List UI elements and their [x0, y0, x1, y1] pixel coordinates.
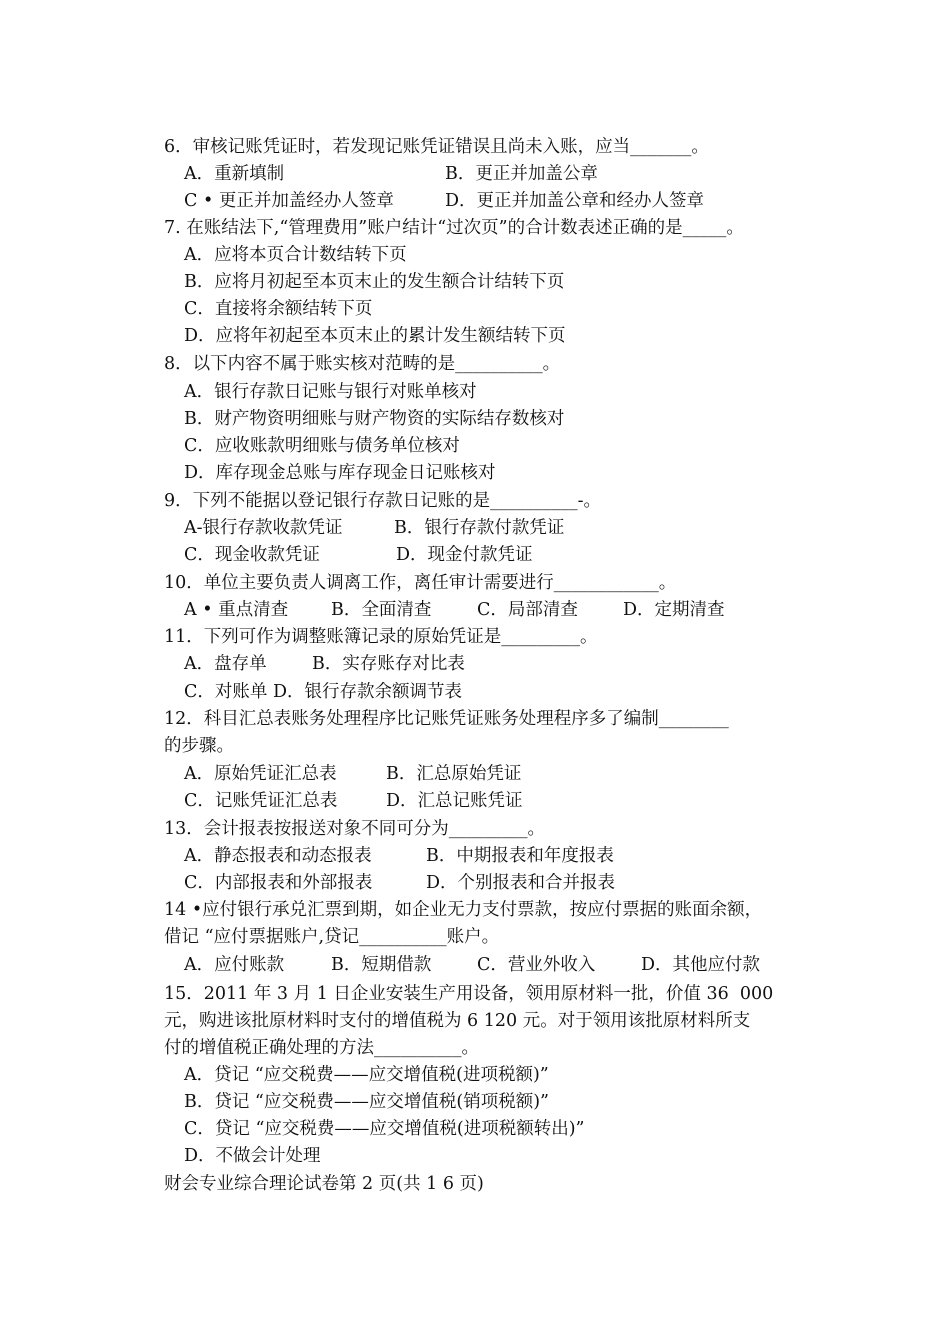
- question-15-stem-line-2: 元，购进该批原材料时支付的增值税为 6 120 元。对于领用该批原材料所支: [164, 1011, 751, 1031]
- question-13-option-a: A．静态报表和动态报表: [184, 846, 372, 866]
- question-13-stem: 13．会计报表按报送对象不同可分为_________。: [164, 819, 546, 839]
- question-9-option-a: A-银行存款收款凭证: [184, 518, 343, 538]
- question-8-option-c: C．应收账款明细账与债务单位核对: [184, 436, 460, 456]
- question-8-option-a: A．银行存款日记账与银行对账单核对: [184, 382, 477, 402]
- question-12-option-b: B．汇总原始凭证: [386, 764, 522, 784]
- question-7-option-d: D．应将年初起至本页末止的累计发生额结转下页: [184, 326, 566, 346]
- question-10-option-c: C．局部清查: [477, 600, 578, 620]
- question-7-option-c: C．直接将余额结转下页: [184, 299, 373, 319]
- question-6-stem: 6．审核记账凭证时，若发现记账凭证错误且尚未入账，应当_______。: [164, 137, 709, 157]
- question-11-option-a: A．盘存单: [184, 654, 267, 674]
- question-9-option-d: D．现金付款凭证: [396, 545, 533, 565]
- question-6-option-c: C • 更正并加盖经办人签章: [184, 191, 394, 211]
- question-15-stem-line-3: 付的增值税正确处理的方法__________。: [164, 1038, 479, 1058]
- question-15-option-c: C．贷记 “应交税费——应交增值税(进项税额转出)”: [184, 1119, 585, 1139]
- question-6-option-a: A．重新填制: [184, 164, 285, 184]
- question-15-option-d: D．不做会计处理: [184, 1146, 321, 1166]
- question-9-option-b: B．银行存款付款凭证: [394, 518, 565, 538]
- question-7-stem: 7. 在账结法下,“管理费用”账户结计“过次页”的合计数表述正确的是_____。: [164, 218, 744, 238]
- question-8-stem: 8．以下内容不属于账实核对范畴的是__________。: [164, 354, 561, 374]
- question-6-option-b: B．更正并加盖公章: [445, 164, 598, 184]
- question-11-option-cd: C．对账单 D．银行存款余额调节表: [184, 682, 462, 702]
- question-14-option-a: A．应付账款: [184, 955, 285, 975]
- question-12-stem-line-2: 的步骤。: [164, 736, 234, 756]
- question-12-stem-line-1: 12．科目汇总表账务处理程序比记账凭证账务处理程序多了编制________: [164, 709, 729, 729]
- question-14-option-d: D．其他应付款: [641, 955, 761, 975]
- question-10-option-d: D．定期清查: [623, 600, 725, 620]
- question-14-option-b: B．短期借款: [331, 955, 432, 975]
- question-6-option-d: D．更正并加盖公章和经办人签章: [445, 191, 705, 211]
- question-8-option-b: B．财产物资明细账与财产物资的实际结存数核对: [184, 409, 565, 429]
- question-14-stem-line-2: 借记 “应付票据账户,贷记__________账户。: [164, 927, 500, 947]
- question-14-stem-line-1: 14 •应付银行承兑汇票到期，如企业无力支付票款，按应付票据的账面余额，: [164, 900, 763, 920]
- question-15-stem-line-1: 15．2011 年 3 月 1 日企业安装生产用设备，领用原材料一批，价值 36 000: [164, 984, 774, 1004]
- question-9-option-c: C．现金收款凭证: [184, 545, 320, 565]
- question-7-option-b: B．应将月初起至本页末止的发生额合计结转下页: [184, 272, 565, 292]
- question-7-option-a: A．应将本页合计数结转下页: [184, 245, 407, 265]
- question-11-stem: 11．下列可作为调整账簿记录的原始凭证是_________。: [164, 627, 598, 647]
- question-8-option-d: D．库存现金总账与库存现金日记账核对: [184, 463, 496, 483]
- question-10-option-a: A • 重点清查: [184, 600, 289, 620]
- question-11-option-b: B．实存账存对比表: [312, 654, 465, 674]
- question-10-stem: 10．单位主要负责人调离工作，离任审计需要进行____________。: [164, 573, 677, 593]
- question-13-option-d: D．个别报表和合并报表: [426, 873, 616, 893]
- question-12-option-d: D．汇总记账凭证: [386, 791, 523, 811]
- question-9-stem: 9．下列不能据以登记银行存款日记账的是__________-。: [164, 491, 602, 511]
- question-15-option-a: A．贷记 “应交税费——应交增值税(进项税额)”: [184, 1065, 549, 1085]
- question-10-option-b: B．全面清查: [331, 600, 432, 620]
- page-footer: 财会专业综合理论试卷第 2 页(共 1 6 页): [164, 1174, 484, 1194]
- question-12-option-a: A．原始凭证汇总表: [184, 764, 337, 784]
- question-12-option-c: C．记账凭证汇总表: [184, 791, 338, 811]
- question-14-option-c: C．营业外收入: [477, 955, 596, 975]
- question-13-option-c: C．内部报表和外部报表: [184, 873, 373, 893]
- question-13-option-b: B．中期报表和年度报表: [426, 846, 614, 866]
- question-15-option-b: B．贷记 “应交税费——应交增值税(销项税额)”: [184, 1092, 549, 1112]
